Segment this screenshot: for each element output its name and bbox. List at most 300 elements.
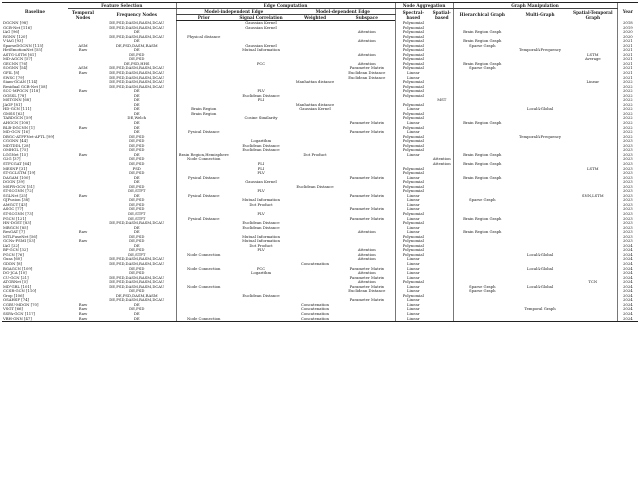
table-cell: DE,PSD,DASM,RASM,DCAU (109, 298, 165, 303)
table-cell: Linear (395, 276, 431, 281)
header-baseline: Baseline (2, 3, 68, 21)
baseline-cell: AHGCN [108] (3, 121, 30, 126)
table-cell: 2024 (617, 244, 638, 249)
baseline-cell: MTLFuseNet [56] (3, 234, 38, 239)
table-cell: 2024 (617, 294, 638, 299)
table-cell: Linear (395, 217, 431, 222)
paper-table-container (2, 2, 638, 322)
table-cell: 2024 (617, 285, 638, 290)
baseline-cell: AMGCT [43] (3, 202, 28, 207)
table-cell: DE,PSD (129, 139, 145, 144)
baseline-cell: SSPA-GCN [117] (3, 312, 36, 316)
table-cell: LSTM (587, 166, 599, 171)
table-cell: Linear (395, 121, 431, 126)
baseline-cell: HD-GCN [111] (3, 107, 32, 112)
table-cell: 2023 (617, 148, 638, 153)
table-cell: 2023 (617, 203, 638, 208)
baseline-cell: MDTDDL [28] (3, 143, 31, 148)
table-cell: 2024 (617, 307, 638, 312)
table-cell: DE,PSD,DASM,RASM,DCAU (109, 275, 165, 280)
table-cell: Linear (395, 317, 431, 322)
table-cell: Pysical Distance (176, 217, 231, 222)
baseline-cell: Residual GCB-Net [58] (3, 84, 48, 89)
table-cell: Dot Product (303, 152, 327, 157)
table-cell: DE (133, 30, 140, 35)
table-cell: DE,PSD (129, 134, 145, 139)
table-cell: Euclidean Distance (242, 225, 280, 230)
table-cell: Polynomial (395, 39, 431, 44)
baseline-cell: CU-GCN [21] (3, 275, 29, 280)
header-multi-graph: Multi-Graph (525, 12, 555, 18)
table-cell: Sparse Graph (453, 285, 511, 290)
table-cell: Euclidean Distance (348, 71, 386, 76)
table-cell: Attention (432, 161, 451, 166)
table-cell: Local&Global (526, 266, 554, 271)
table-cell: DE,PSD (129, 234, 145, 239)
table-cell: Linear (395, 289, 431, 294)
table-cell: Euclidean Distance (242, 93, 280, 98)
table-cell: Attention (432, 157, 451, 162)
table-cell: Attention (357, 280, 376, 285)
table-cell: Polynomial (395, 139, 431, 144)
table-cell: Linear (586, 80, 600, 85)
table-cell: 2023 (617, 226, 638, 231)
table-cell: 2022 (617, 116, 638, 121)
table-cell: DE,PSD (129, 266, 145, 271)
table-cell: 2022 (617, 85, 638, 90)
table-cell: DE,STFT (128, 216, 146, 221)
table-cell: DE (133, 107, 140, 112)
table-cell: Linear (395, 271, 431, 276)
table-cell: Linear (395, 267, 431, 272)
table-cell: 2023 (617, 153, 638, 158)
baseline-cell: VBH-GNN [47] (2, 317, 68, 322)
table-cell: Linear (395, 107, 431, 112)
table-cell: Polynomial (395, 239, 431, 244)
baseline-cell: ASGC [77] (3, 207, 24, 212)
table-cell: DE (133, 302, 140, 307)
table-cell: Linear (395, 207, 431, 212)
table-cell: Sparse Graph (453, 44, 511, 49)
table-cell: Polynomial (395, 94, 431, 99)
baseline-cell: ResGAT [7] (3, 230, 25, 235)
table-cell: Polynomial (395, 30, 431, 35)
table-cell: Raw (78, 312, 88, 316)
table-cell: DE,PSD (129, 161, 145, 166)
header-spatial-based: Spatial-based (432, 9, 451, 20)
table-cell: Linear (395, 298, 431, 303)
table-cell (431, 317, 453, 322)
table-cell: Brain Region (176, 112, 231, 117)
table-cell: Concatenation (301, 261, 329, 266)
table-cell: 2022 (617, 89, 638, 94)
table-cell: Linear (395, 285, 431, 290)
table-cell: DE,PSD,DASM,RASM,DCAU (109, 66, 165, 71)
table-cell: DE,STFT (128, 252, 146, 257)
table-cell: DE (133, 93, 140, 98)
table-cell: Parameter Matrix (349, 298, 384, 303)
baseline-cell: RGNN [120] (3, 34, 27, 39)
table-cell: PLV (257, 189, 265, 194)
baseline-cell: ST-SCGNN [73] (3, 211, 34, 216)
table-cell: Brain Region Graph (453, 39, 511, 44)
table-cell: Gaussian Kernel (245, 180, 277, 185)
table-cell: Polynomial (395, 144, 431, 149)
baseline-cell: Siam-GCAN [114] (3, 80, 38, 85)
baseline-cell: Gusa [60] (3, 257, 22, 262)
table-cell: Polynomial (395, 248, 431, 253)
baseline-cell: HN-DGST [83] (3, 221, 32, 226)
baseline-cell: MESNP [31] (3, 166, 28, 171)
baseline-cell: CGGNN [44] (3, 139, 28, 144)
table-cell: Polynomial (395, 185, 431, 190)
table-cell: DE (133, 102, 140, 107)
header-model-dependent-edge: Model-dependent Edge (291, 9, 395, 15)
header-model-independent-edge: Model-independent Edge (176, 9, 291, 15)
header-temporal-nodes: Temporal Nodes (72, 9, 94, 20)
table-cell: 2022 (617, 126, 638, 131)
table-cell: 2023 (617, 171, 638, 176)
table-cell: DE,PSD (129, 57, 145, 62)
table-cell: 2022 (617, 107, 638, 112)
table-cell: Polynomial (395, 167, 431, 172)
table-cell: TCN (588, 280, 598, 285)
table-cell: DE,PSD (129, 148, 145, 153)
table-cell: 2023 (617, 144, 638, 149)
header-spatial-temporal-graph: Spatial-Temporal Graph (573, 9, 613, 20)
baseline-cell: SCC-MPGCN [118] (3, 89, 40, 94)
table-cell: Gaussian Kernel (299, 107, 331, 112)
table-cell: Linear (395, 130, 431, 135)
table-cell: Temporal&Frequency (519, 48, 562, 53)
table-cell: Temporal&Frequency (519, 134, 562, 139)
table-cell: Attention (357, 257, 376, 262)
table-cell: DE (133, 130, 140, 135)
table-cell: Node Connection (176, 253, 231, 258)
table-cell: 2023 (617, 212, 638, 217)
table-cell: ASM (78, 66, 88, 71)
table-cell: Brain Region Graph (453, 230, 511, 235)
baseline-cell: MBGCN [85] (3, 225, 29, 230)
table-cell: Average (584, 57, 601, 62)
table-cell: Raw (78, 230, 88, 235)
table-cell: 2024 (617, 271, 638, 276)
baseline-cell: GMSS [62] (3, 111, 25, 116)
baseline-cell: PGCN [76] (3, 252, 24, 257)
baseline-cell: DGCNN [98] (3, 20, 28, 25)
table-cell: 2021 (617, 48, 638, 53)
table-cell: 2024 (617, 312, 638, 317)
table-cell: Temporal Graph (524, 307, 556, 312)
table-cell: 2024 (617, 262, 638, 267)
table-cell: PLV (257, 89, 265, 94)
table-cell: Raw (78, 89, 88, 94)
table-cell: 2024 (617, 267, 638, 272)
table-cell: 2021 (617, 39, 638, 44)
table-cell: Cosine Similarity (244, 116, 278, 121)
table-cell: Polynomial (395, 62, 431, 67)
table-cell: Pysical Distance (176, 130, 231, 135)
table-cell: Polynomial (395, 235, 431, 240)
table-cell: Raw (78, 152, 88, 157)
table-cell: Dot Product (249, 243, 273, 248)
table-cell: Linear (395, 71, 431, 76)
table-cell: DE,PSD (129, 184, 145, 189)
table-cell: Brain Region,Hemisphere (176, 153, 231, 158)
table-cell: Physical distance (176, 35, 231, 40)
table-cell: PCC (256, 266, 266, 271)
table-cell: Mutual Information (242, 234, 280, 239)
table-cell: SNN,LSTM (581, 193, 604, 198)
baseline-cell: SGLNet [25] (3, 193, 28, 198)
table-cell: DE (133, 180, 140, 185)
table-cell: 2023 (617, 176, 638, 181)
table-cell: DE,Welch (127, 116, 147, 121)
baseline-cell: IAG [22] (3, 243, 20, 248)
table-cell: Parameter Matrix (349, 207, 384, 212)
table-cell: Brain Region Graph (453, 121, 511, 126)
table-cell: Manhattan distance (295, 102, 335, 107)
table-cell: 2021 (617, 53, 638, 58)
table-cell: Linear (395, 303, 431, 308)
table-cell: Polynomial (395, 21, 431, 26)
table-cell: DE (133, 121, 140, 126)
table-cell: Node Connection (176, 267, 231, 272)
table-cell: DE,PSD,DASM,RASM,DCAU (109, 71, 165, 76)
table-cell: PLI (257, 98, 265, 103)
table-cell: PLV (257, 211, 265, 216)
table-cell: PSD (132, 166, 141, 171)
table-cell: DE,PSD,DASM,RASM (115, 293, 158, 298)
table-cell: DE,PSD,DASM,RASM,DCAU (109, 20, 165, 25)
table-cell: Parameter Matrix (349, 266, 384, 271)
table-cell: DE,PSD (129, 289, 145, 294)
table-cell: Attention (357, 271, 376, 276)
table-cell: 2023 (617, 239, 638, 244)
table-cell: DE,PSD,DASM,RASM,DCAU (109, 80, 165, 85)
table-cell: Polynomial (395, 48, 431, 53)
table-cell: DE (133, 152, 140, 157)
table-cell: Polynomial (395, 26, 431, 31)
table-cell: 2022 (617, 112, 638, 117)
table-cell: Raw (78, 307, 88, 312)
baseline-cell: JAGP [81] (3, 102, 22, 107)
table-cell: PCC (256, 61, 266, 66)
table-cell: Gaussian Kernel (245, 20, 277, 25)
table-cell: DE (133, 98, 140, 103)
table-cell: Parameter Matrix (349, 284, 384, 289)
baseline-cell: SWSC [79] (3, 75, 25, 80)
table-cell: Linear (395, 262, 431, 267)
table-cell: Parameter Matrix (349, 193, 384, 198)
table-cell: LSTM (587, 52, 599, 57)
table-cell: Local&Global (526, 107, 554, 112)
table-cell: Polynomial (395, 221, 431, 226)
table-cell: Node Connection (176, 317, 231, 322)
table-cell: Brain Region Graph (453, 153, 511, 158)
table-header (2, 3, 638, 21)
baseline-cell: GDDN [8] (3, 261, 23, 266)
table-cell: 2021 (617, 44, 638, 49)
header-weighted: Weighted (291, 15, 339, 21)
table-cell: Attention (357, 52, 376, 57)
table-cell (511, 317, 569, 322)
baseline-cell: GECNN [76] (3, 61, 28, 66)
table-cell: DE,PSD,DASM,RASM,DCAU (109, 284, 165, 289)
table-cell: Attention (357, 61, 376, 66)
table-cell: 2018 (617, 21, 638, 26)
table-cell: DE,PSD (129, 248, 145, 253)
table-cell: Mutual Information (242, 198, 280, 203)
table-cell: 2020 (617, 30, 638, 35)
baseline-cell: SOGNN [54] (3, 66, 28, 71)
baseline-cell: ATGRNet [5] (3, 280, 28, 285)
table-cell: DE,PSD,DASM,RASM,DCAU (109, 25, 165, 30)
baseline-cell: ST-SCGNN [72] (3, 189, 34, 194)
table-cell: Logarithm (250, 139, 272, 144)
table-cell: Concatenation (301, 312, 329, 316)
table-cell: DE,PSD (129, 202, 145, 207)
table-cell: DE,STFT (128, 189, 146, 194)
header-graph-manipulation: Graph Manipulation (453, 3, 617, 9)
table-body (2, 21, 638, 322)
table-cell: 2023 (617, 221, 638, 226)
table-cell: Concatenation (291, 317, 339, 322)
baseline-cell: TARDGCN [59] (3, 116, 33, 121)
table-cell: 2019 (617, 26, 638, 31)
table-cell: PLI (257, 166, 265, 171)
table-cell: Polynomial (395, 126, 431, 131)
table-cell: Attention (357, 230, 376, 235)
baseline-cell: MD-AGCN [57] (3, 57, 33, 62)
table-cell: DE (133, 193, 140, 198)
table-cell: Brain Region Graph (453, 30, 511, 35)
table-cell: Polynomial (395, 171, 431, 176)
table-cell: 2023 (617, 139, 638, 144)
table-cell: Parameter Matrix (349, 130, 384, 135)
table-cell: Raw (68, 317, 98, 322)
table-cell: 2023 (617, 189, 638, 194)
table-cell: Local&Global (526, 284, 554, 289)
table-cell: PLV (257, 171, 265, 176)
table-cell: Node Connection (176, 157, 231, 162)
baseline-cell: STFCGAT [64] (3, 161, 31, 166)
header-feature-selection: Feature Selection (68, 3, 176, 9)
table-cell: 2021 (617, 57, 638, 62)
table-cell: 2022 (617, 135, 638, 140)
table-cell: Parameter Matrix (349, 121, 384, 126)
table-cell: Linear (395, 194, 431, 199)
table-cell: DE (133, 243, 140, 248)
table-cell: Polynomial (395, 66, 431, 71)
table-cell: Polynomial (395, 116, 431, 121)
baseline-cell: SparseDGCNN [115] (3, 43, 44, 48)
table-cell: Linear (395, 257, 431, 262)
table-cell: 2021 (617, 71, 638, 76)
table-cell: DE (133, 125, 140, 130)
table-cell: Linear (395, 76, 431, 81)
table-cell: 2023 (617, 167, 638, 172)
table-cell: 2024 (617, 276, 638, 281)
table-cell: Euclidean Distance (242, 143, 280, 148)
table-cell: Brain Region (176, 107, 231, 112)
table-cell: Parameter Matrix (349, 175, 384, 180)
table-cell: DE,STFT (128, 211, 146, 216)
baseline-cell: PGCN [121] (3, 216, 27, 221)
table-cell: Linear (395, 230, 431, 235)
table-cell: Polynomial (395, 244, 431, 249)
table-cell: Pysical Distance (176, 176, 231, 181)
table-cell: Euclidean Distance (242, 293, 280, 298)
table-cell: Attention (357, 252, 376, 257)
baseline-cell: DBGC-ATFFNet-AFTL [99] (3, 134, 55, 139)
table-cell: Concatenation (301, 302, 329, 307)
table-cell: Parameter Matrix (349, 216, 384, 221)
table-cell: Polynomial (395, 253, 431, 258)
table-cell: DE (133, 312, 140, 316)
table-cell: DE (133, 48, 140, 53)
table-cell: Gaussian Kernel (245, 43, 277, 48)
table-cell: Brain Region Graph (453, 162, 511, 167)
table-cell: Raw (78, 193, 88, 198)
table-cell: 2023 (617, 185, 638, 190)
header-year: Year (617, 3, 638, 21)
baseline-cell: Grop [106] (3, 293, 24, 298)
table-cell: Euclidean Distance (296, 184, 334, 189)
baseline-cell: GCB-Net [116] (3, 25, 32, 30)
table-cell: 2024 (617, 298, 638, 303)
table-cell: DE,PSD,DASM,RASM,DCAU (109, 75, 165, 80)
table-cell: Mutual Information (242, 48, 280, 53)
baseline-cell: IAG [96] (3, 30, 20, 35)
table-cell: DE (133, 230, 140, 235)
baseline-cell: V-IAG [93] (3, 39, 23, 44)
table-cell: PLV (257, 248, 265, 253)
table-cell: 2023 (617, 230, 638, 235)
table-cell: DE,PSD (129, 171, 145, 176)
table-cell (453, 317, 511, 322)
table-cell: ASM (78, 43, 88, 48)
table-cell: Polynomial (395, 44, 431, 49)
table-cell: Linear (395, 312, 431, 317)
table-cell: Euclidean Distance (348, 289, 386, 294)
table-cell: DE (133, 89, 140, 94)
table-cell: Brain Region Graph (453, 62, 511, 67)
table-cell: Brain Region Graph (453, 217, 511, 222)
survey-comparison-table (2, 2, 638, 322)
table-cell: Attention (357, 39, 376, 44)
header-subspace: Subspace (339, 15, 395, 21)
table-cell: DE,PSD (129, 198, 145, 203)
table-cell: Mutual Information (242, 239, 280, 244)
header-frequency-nodes: Frequency Nodes (116, 12, 157, 18)
table-cell: Polynomial (395, 112, 431, 117)
table-cell: Polynomial (395, 89, 431, 94)
header-prior: Prior (176, 15, 231, 21)
baseline-cell: ST-GCLSTM [19] (3, 171, 36, 176)
table-cell: DE (98, 317, 176, 322)
baseline-cell: OSAHSF [74] (3, 298, 30, 303)
table-cell: Polynomial (395, 103, 431, 108)
table-cell: DE (133, 225, 140, 230)
table-cell: Polynomial (395, 85, 431, 90)
baseline-cell: GJFusion [38] (3, 198, 30, 203)
table-cell: Polynomial (395, 180, 431, 185)
table-cell: Manhattan distance (295, 80, 335, 85)
header-signal-correlation: Signal Correlation (231, 15, 291, 21)
table-cell: Attention (357, 30, 376, 35)
table-cell: 2021 (617, 66, 638, 71)
